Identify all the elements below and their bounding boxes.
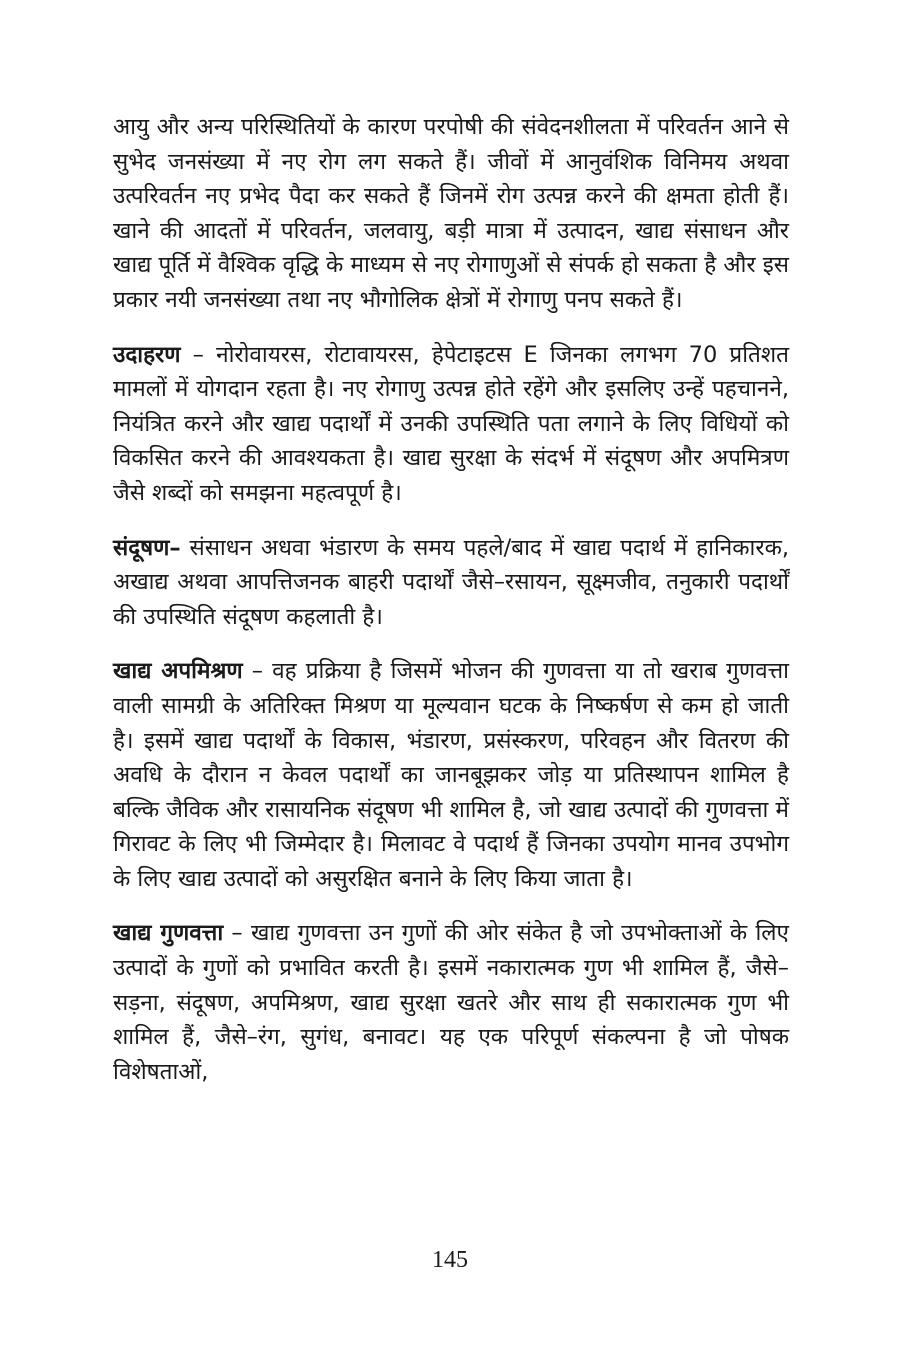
paragraph-food-adulteration	[113, 654, 789, 896]
paragraph-text: संसाधन अधवा भंडारण के समय पहले/बाद में खाद्य पदार्थ में हानिकारक, अखाद्य अथवा आपत्तिजनक बाहरी पदार्थों जैसे–रसायन, सूक्ष्मजीव, तनुकारी पदार्थों की उपस्थिति संदूषण कहलाती है।	[113, 534, 789, 630]
paragraph-term: उदाहरण	[113, 341, 181, 368]
paragraph-text: – नोरोवायरस, रोटावायरस, हेपेटाइटस E जिनका लगभग 70 प्रतिशत मामलों में योगदान रहता है। नए रोगाणु उत्पन्न होते रहेंगे और इसलिए उन्हें पहचानने, नियंत्रित करने और खाद्य पदार्थों में उनकी उपस्थिति पता लगाने के लिए विधियों को विकसित करने की आवश्यकता है। खाद्य सुरक्षा के संदर्भ में संदूषण और अपमित्रण जैसे शब्दों को समझना महत्वपूर्ण है।	[113, 341, 789, 506]
paragraph-term: खाद्य अपमिश्रण	[113, 658, 243, 685]
page-number: 145	[432, 1247, 468, 1273]
paragraph-text: – खाद्य गुणवत्ता उन गुणों की ओर संकेत है जो उपभोक्ताओं के लिए उत्पादों के गुणों को प्रभावित करती है। इसमें नकारात्मक गुण भी शामिल हैं, जैसे– सड़ना, संदूषण, अपमिश्रण, खाद्य सुरक्षा खतरे और साथ ही सकारात्मक गुण भी शामिल हैं, जैसे–रंग, सुगंध, बनावट। यह एक परिपूर्ण संकल्पना है जो पोषक विशेषताओं,	[113, 920, 789, 1085]
paragraph-text: आयु और अन्य परिस्थितियों के कारण परपोषी की संवेदनशीलता में परिवर्तन आने से सुभेद जनसंख्या में नए रोग लग सकते हैं। जीवों में आनुवंशिक विनिमय अथवा उत्परिवर्तन नए प्रभेद पैदा कर सकते हैं जिनमें रोग उत्पन्न करने की क्षमता होती हैं। खाने की आदतों में परिवर्तन, जलवायु, बड़ी मात्रा में उत्पादन, खाद्य संसाधन और खाद्य पूर्ति में वैश्विक वृद्धि के माध्यम से नए रोगाणुओं से संपर्क हो सकता है और इस प्रकार नयी जनसंख्या तथा नए भौगोलिक क्षेत्रों में रोगाणु पनप सकते हैं।	[113, 114, 790, 313]
paragraph-term: खाद्य गुणवत्ता	[113, 920, 224, 947]
paragraph-contamination	[113, 531, 789, 635]
page-body	[113, 110, 789, 1089]
paragraph-text: – वह प्रक्रिया है जिसमें भोजन की गुणवत्ता या तो खराब गुणवत्ता वाली सामग्री के अतिरिक्त मिश्रण या मूल्यवान घटक के निष्कर्षण से कम हो जाती है। इसमें खाद्य पदार्थों के विकास, भंडारण, प्रसंस्करण, परिवहन और वितरण की अवधि के दौरान न केवल पदार्थों का जानबूझकर जोड़ या प्रतिस्थापन शामिल है बल्कि जैविक और रासायनिक संदूषण भी शामिल है, जो खाद्य उत्पादों की गुणवत्ता में गिरावट के लिए भी जिम्मेदार है। मिलावट वे पदार्थ हैं जिनका उपयोग मानव उपभोग के लिए खाद्य उत्पादों को असुरक्षित बनाने के लिए किया जाता है।	[113, 658, 789, 892]
paragraph-food-quality	[113, 916, 789, 1089]
paragraph-host-susceptibility	[113, 110, 789, 318]
paragraph-term: संदूषण–	[113, 534, 181, 561]
paragraph-example	[113, 338, 789, 511]
